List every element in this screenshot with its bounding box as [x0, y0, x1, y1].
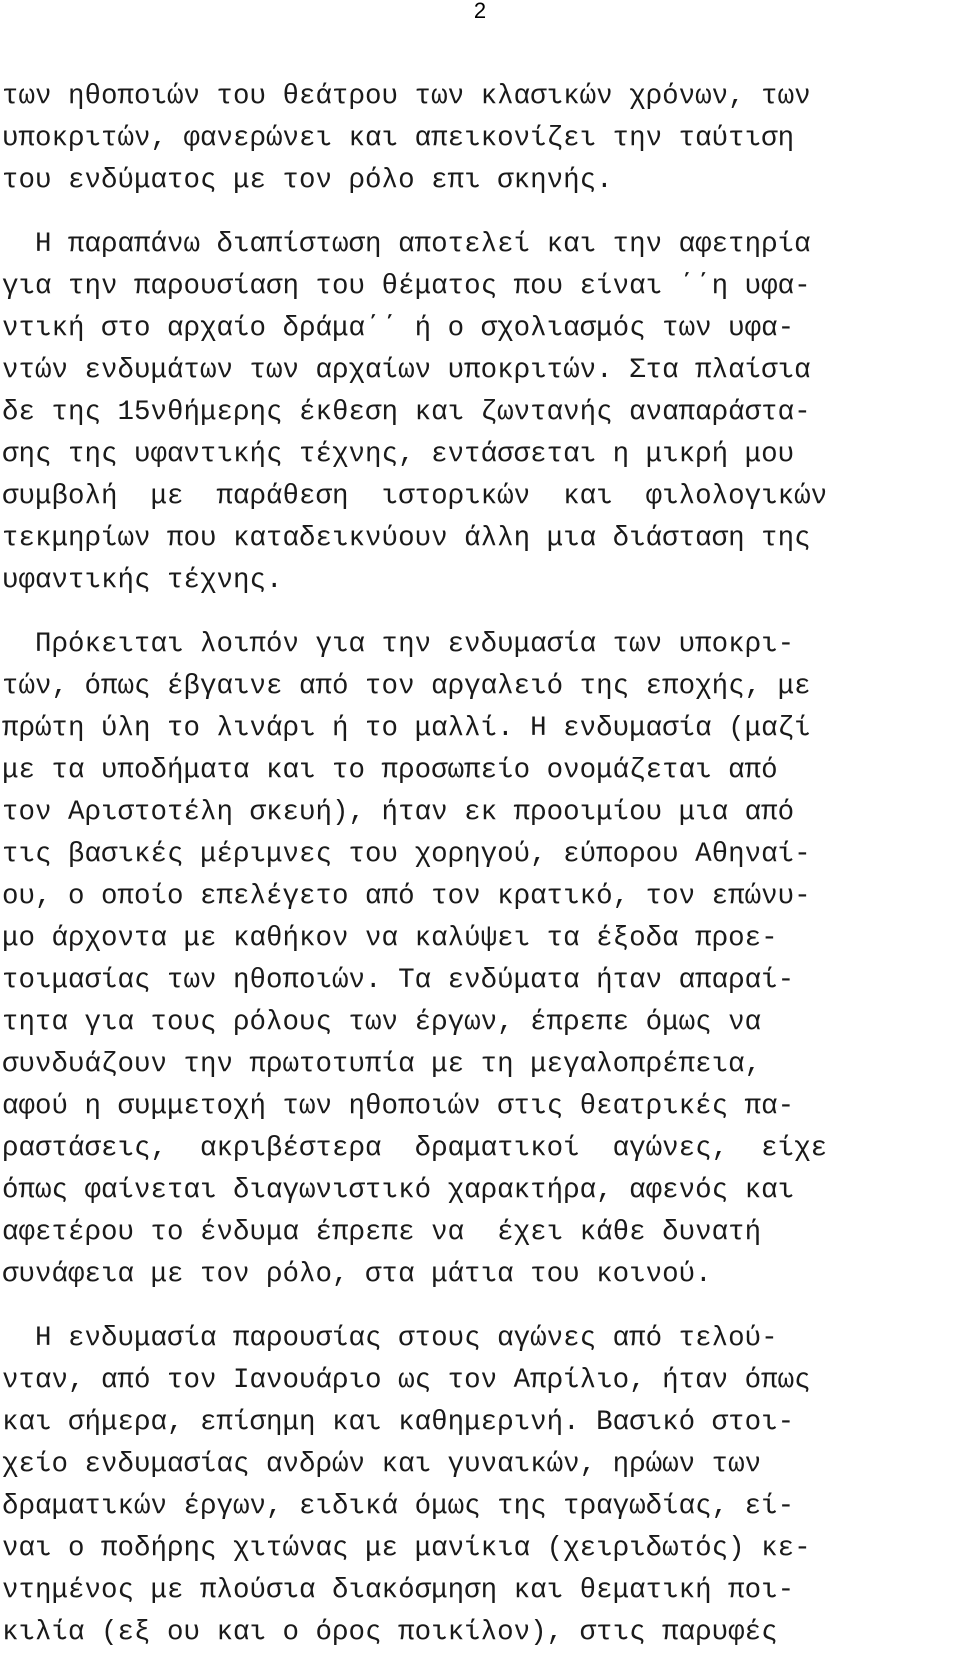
text-line: τον Αριστοτέλη σκευή), ήταν εκ προοιμίου μια από	[2, 797, 795, 828]
paragraph-gap	[2, 1296, 958, 1318]
page-number: 2	[473, 0, 487, 23]
text-line: δραματικών έργων, ειδικά όμως της τραγωδίας, εί-	[2, 1491, 795, 1522]
text-line: σης της υφαντικής τέχνης, εντάσσεται η μικρή μου	[2, 439, 795, 470]
text-line: αφετέρου το ένδυμα έπρεπε να έχει κάθε δυνατή	[2, 1217, 762, 1248]
text-line: Πρόκειται λοιπόν για την ενδυμασία των υποκρι-	[2, 629, 795, 660]
text-line: με τα υποδήματα και το προσωπείο ονομάζεται από	[2, 755, 778, 786]
paragraph	[2, 624, 958, 1296]
text-line: όπως φαίνεται διαγωνιστικό χαρακτήρα, αφενός και	[2, 1175, 795, 1206]
text-line: ντική στο αρχαίο δράμα΄΄ ή ο σχολιασμός των υφα-	[2, 313, 795, 344]
text-line: συνάφεια με τον ρόλο, στα μάτια του κοινού.	[2, 1259, 712, 1290]
paragraph	[2, 76, 958, 202]
text-line: ντημένος με πλούσια διακόσμηση και θεματική ποι-	[2, 1575, 795, 1606]
text-line: και σήμερα, επίσημη και καθημερινή. Βασικό στοι-	[2, 1407, 795, 1438]
text-line: χείο ενδυμασίας ανδρών και γυναικών, ηρώων των	[2, 1449, 762, 1480]
text-line: συμβολή με παράθεση ιστορικών και φιλολογικών	[2, 481, 828, 512]
text-line: τις βασικές μέριμνες του χορηγού, εύπορου Αθηναί-	[2, 839, 811, 870]
text-line: Η παραπάνω διαπίστωση αποτελεί και την αφετηρία	[2, 229, 811, 260]
paragraph-gap	[2, 602, 958, 624]
text-line: συνδυάζουν την πρωτοτυπία με τη μεγαλοπρέπεια,	[2, 1049, 762, 1080]
text-line: τοιμασίας των ηθοποιών. Τα ενδύματα ήταν απαραί-	[2, 965, 795, 996]
text-line: υποκριτών, φανερώνει και απεικονίζει την ταύτιση	[2, 123, 795, 154]
text-line: πρώτη ύλη το λινάρι ή το μαλλί. Η ενδυμασία (μαζί	[2, 713, 811, 744]
text-line: του ενδύματος με τον ρόλο επι σκηνής.	[2, 165, 613, 196]
text-line: τών, όπως έβγαινε από τον αργαλειό της εποχής, με	[2, 671, 811, 702]
text-line: μο άρχοντα με καθήκον να καλύψει τα έξοδα προε-	[2, 923, 778, 954]
text-line: ου, ο οποίο επελέγετο από τον κρατικό, τον επώνυ-	[2, 881, 811, 912]
text-line: δε της 15νθήμερης έκθεση και ζωντανής αναπαράστα-	[2, 397, 811, 428]
text-line: τεκμηρίων που καταδεικνύουν άλλη μια διάσταση της	[2, 523, 811, 554]
text-line: για την παρουσίαση του θέματος που είναι ΄΄η υφα-	[2, 271, 811, 302]
text-line: ραστάσεις, ακριβέστερα δραματικοί αγώνες, είχε	[2, 1133, 828, 1164]
paragraph	[2, 224, 958, 602]
paragraph-gap	[2, 202, 958, 224]
text-line: Η ενδυμασία παρουσίας στους αγώνες από τελού-	[2, 1323, 778, 1354]
text-line: τητα για τους ρόλους των έργων, έπρεπε όμως να	[2, 1007, 762, 1038]
text-line: ναι ο ποδήρης χιτώνας με μανίκια (χειριδωτός) κε-	[2, 1533, 811, 1564]
text-line: υφαντικής τέχνης.	[2, 565, 283, 596]
text-line: κιλία (εξ ου και ο όρος ποικίλον), στις παρυφές	[2, 1617, 778, 1648]
text-line: αφού η συμμετοχή των ηθοποιών στις θεατρικές πα-	[2, 1091, 795, 1122]
text-line: νταν, από τον Ιανουάριο ως τον Απρίλιο, ήταν όπως	[2, 1365, 811, 1396]
text-line: των ηθοποιών του θεάτρου των κλασικών χρόνων, των	[2, 81, 811, 112]
paragraph	[2, 1318, 958, 1654]
text-line: ντών ενδυμάτων των αρχαίων υποκριτών. Στα πλαίσια	[2, 355, 811, 386]
body-text	[2, 76, 958, 1654]
